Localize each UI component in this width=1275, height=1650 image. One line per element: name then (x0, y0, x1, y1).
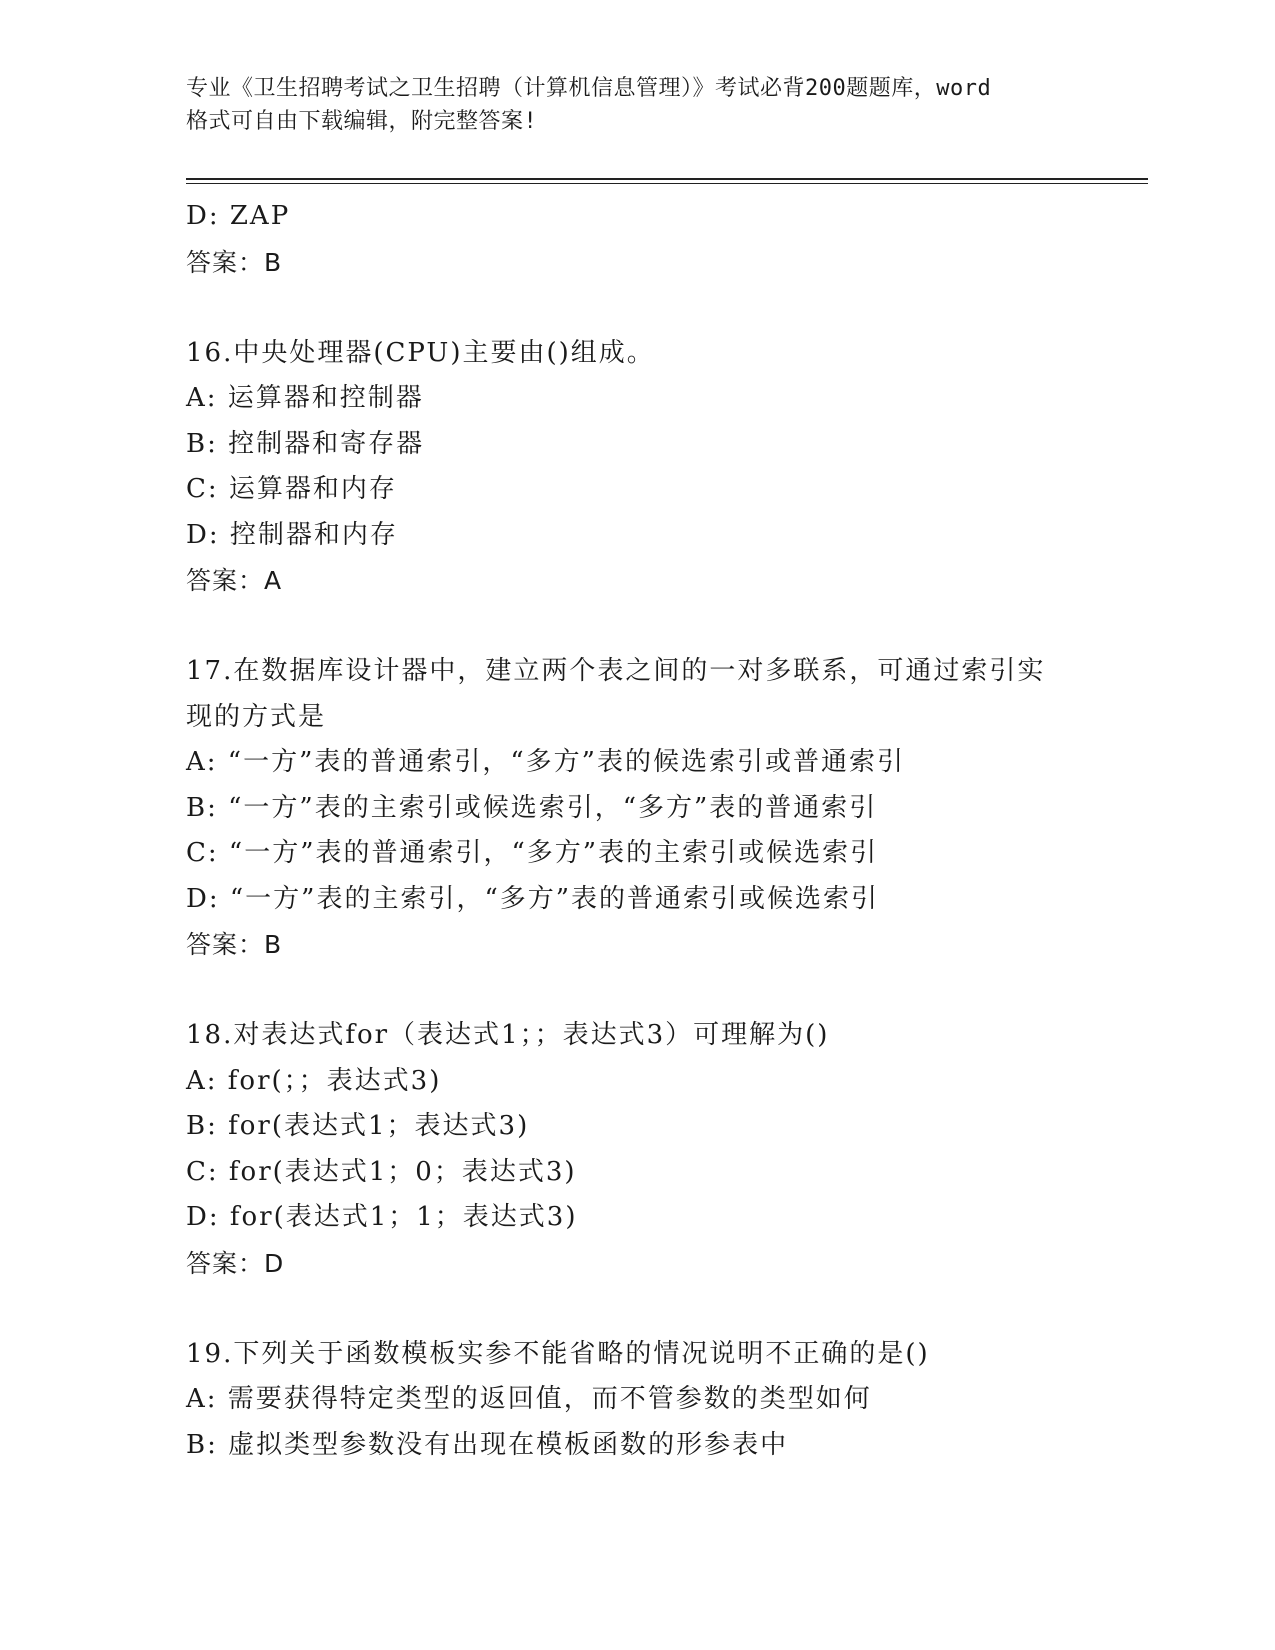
header-divider (186, 178, 1148, 180)
spacer (186, 1286, 1146, 1332)
prev-question-option-d: D: ZAP (186, 201, 291, 231)
question-16 (186, 331, 1146, 604)
option-a: A: 需要获得特定类型的返回值，而不管参数的类型如何 (186, 1384, 872, 1414)
option-d: D: 控制器和内存 (186, 519, 398, 550)
question-stem: 19.下列关于函数模板实参不能省略的情况说明不正确的是() (186, 1338, 930, 1369)
option-b: B: for(表达式1；表达式3) (186, 1111, 530, 1141)
question-17 (186, 649, 1146, 968)
answer: 答案：B (186, 930, 283, 959)
option-b: B: 虚拟类型参数没有出现在模板函数的形参表中 (186, 1429, 789, 1460)
option-d: D: “一方”表的主索引，“多方”表的普通索引或候选索引 (186, 883, 880, 914)
option-a: A: for(；；表达式3) (186, 1065, 442, 1096)
question-18 (186, 1013, 1146, 1286)
spacer (186, 604, 1146, 650)
question-stem: 18.对表达式for（表达式1；；表达式3）可理解为() (186, 1020, 830, 1050)
header-divider-thin (186, 183, 1148, 184)
question-stem: 17.在数据库设计器中，建立两个表之间的一对多联系，可通过索引实 (186, 656, 1046, 686)
option-a: A: 运算器和控制器 (186, 383, 424, 413)
question-list (186, 194, 1146, 1468)
option-a: A: “一方”表的普通索引，“多方”表的候选索引或普通索引 (186, 747, 905, 777)
option-c: C: 运算器和内存 (186, 474, 397, 504)
option-d: D: for(表达式1；1；表达式3) (186, 1202, 578, 1232)
question-stem: 16.中央处理器(CPU)主要由()组成。 (186, 337, 655, 368)
option-b: B: 控制器和寄存器 (186, 428, 425, 459)
answer: 答案：A (186, 566, 283, 595)
spacer (186, 285, 1146, 331)
answer: 答案：D (186, 1248, 285, 1278)
spacer (186, 968, 1146, 1014)
header-title-line-1: 专业《卫生招聘考试之卫生招聘（计算机信息管理）》考试必背200题题库，word (186, 76, 992, 101)
option-c: C: for(表达式1；0；表达式3) (186, 1156, 577, 1187)
option-b: B: “一方”表的主索引或候选索引，“多方”表的普通索引 (186, 792, 878, 823)
header-title-line-2: 格式可自由下载编辑，附完整答案! (186, 109, 538, 134)
question-stem-continued: 现的方式是 (186, 701, 327, 732)
option-c: C: “一方”表的普通索引，“多方”表的主索引或候选索引 (186, 838, 879, 868)
question-19 (186, 1332, 1146, 1469)
document-header (186, 72, 1146, 138)
prev-question-answer: 答案：B (186, 247, 283, 277)
